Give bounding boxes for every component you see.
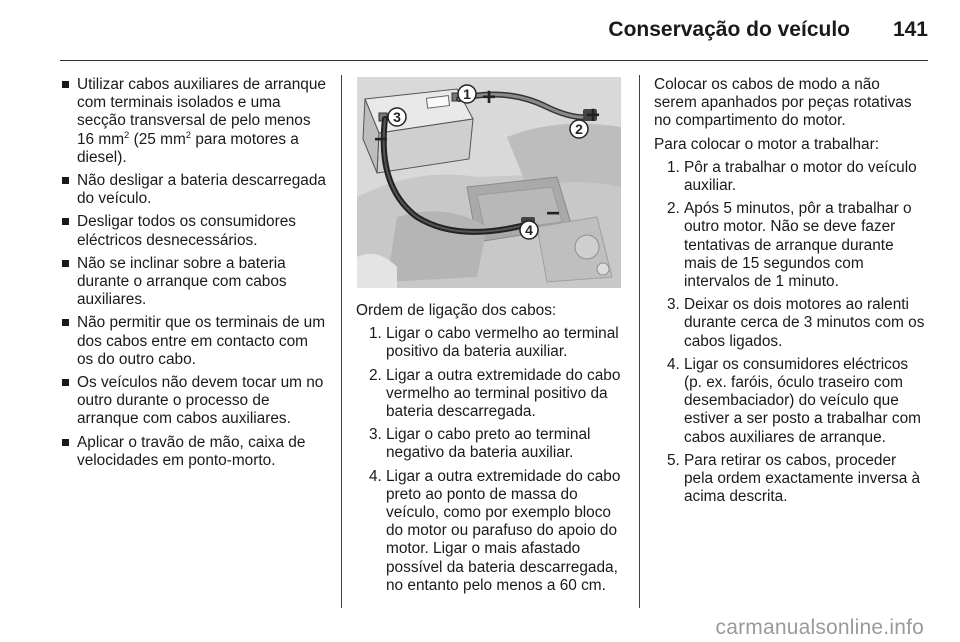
page-header xyxy=(60,0,928,61)
step-item: 1. Ligar o cabo vermelho ao terminal positivo da bateria auxiliar. xyxy=(369,325,619,361)
step-item: 3. Deixar os dois motores ao ralenti durante cerca de 3 minutos com os cabos ligados. xyxy=(667,296,925,350)
svg-text:3: 3 xyxy=(393,109,401,125)
svg-text:1: 1 xyxy=(463,86,471,102)
bullet-item: Não permitir que os terminais de um dos cabos entre em contacto com os do outro cabo. xyxy=(60,314,328,369)
connection-steps xyxy=(356,325,624,595)
minus-sign-3: − xyxy=(373,126,389,153)
column-divider-right xyxy=(639,75,640,608)
step-item: 5. Para retirar os cabos, proceder pela ordem exactamente inversa à acima descrita. xyxy=(667,451,921,506)
page-number: 141 xyxy=(892,18,928,41)
start-engine-intro: Para colocar o motor a trabalhar: xyxy=(654,135,879,153)
left-column xyxy=(60,76,328,475)
step-item: 3. Ligar o cabo preto ao terminal negativo da bateria auxiliar. xyxy=(369,426,591,462)
bullet-item: Desligar todos os consumidores eléctricos desnecessários. xyxy=(60,213,328,249)
bullet-item: Utilizar cabos auxiliares de arranque com terminais isolados e uma secção transversal de pelo menos 16 $mm^2$ (25 $mm^2$ para motores a diesel). xyxy=(60,76,328,167)
section-title: Conservação do veículo xyxy=(608,18,850,41)
step-item: 2. Após 5 minutos, pôr a trabalhar o outro motor. Não se deve fazer tentativas de arranque durante mais de 15 segundos com intervalos de 1 minuto. xyxy=(667,200,912,291)
step-item: 4. Ligar a outra extremidade do cabo preto ao ponto de massa do veículo, como por exemplo bloco do motor ou parafuso do apoio do motor. Ligar o mais afastado possível da bateria descarregada, no entanto pelo menos a 60 cm. xyxy=(369,467,621,594)
plus-sign-1: + xyxy=(481,84,497,111)
right-column xyxy=(654,76,926,511)
middle-column xyxy=(356,302,624,600)
bullet-item: Os veículos não devem tocar um no outro durante o processo de arranque com cabos auxiliares. xyxy=(60,374,328,429)
bullet-item: Aplicar o travão de mão, caixa de velocidades em ponto-morto. xyxy=(60,434,328,470)
cable-routing-note: Colocar os cabos de modo a não serem apanhados por peças rotativas no compartimento do motor. xyxy=(654,76,912,130)
svg-text:2: 2 xyxy=(575,121,583,137)
step-item: 1. Pôr a trabalhar o motor do veículo auxiliar. xyxy=(667,158,917,195)
start-steps xyxy=(654,159,926,507)
step-item: 2. Ligar a outra extremidade do cabo vermelho ao terminal positivo da bateria descarregada. xyxy=(369,366,621,421)
bullet-item: Não desligar a bateria descarregada do veículo. xyxy=(60,172,328,208)
plus-sign-2: + xyxy=(585,102,601,129)
step-item: 4. Ligar os consumidores eléctricos (p. ex. faróis, óculo traseiro com desembaciador) do veículo que estiver a ser posto a trabalhar com cabos auxiliares de arranque. xyxy=(667,355,921,446)
safety-bullet-list xyxy=(60,76,328,470)
bullet-item: Não se inclinar sobre a bateria durante o arranque com cabos auxiliares. xyxy=(60,255,328,310)
site-watermark: carmanualsonline.info xyxy=(715,616,924,639)
minus-sign-4: − xyxy=(545,200,561,227)
connection-order-intro: Ordem de ligação dos cabos: xyxy=(356,302,557,319)
svg-text:4: 4 xyxy=(525,222,533,238)
column-divider-left xyxy=(341,75,342,608)
jump-start-illustration xyxy=(357,77,621,288)
